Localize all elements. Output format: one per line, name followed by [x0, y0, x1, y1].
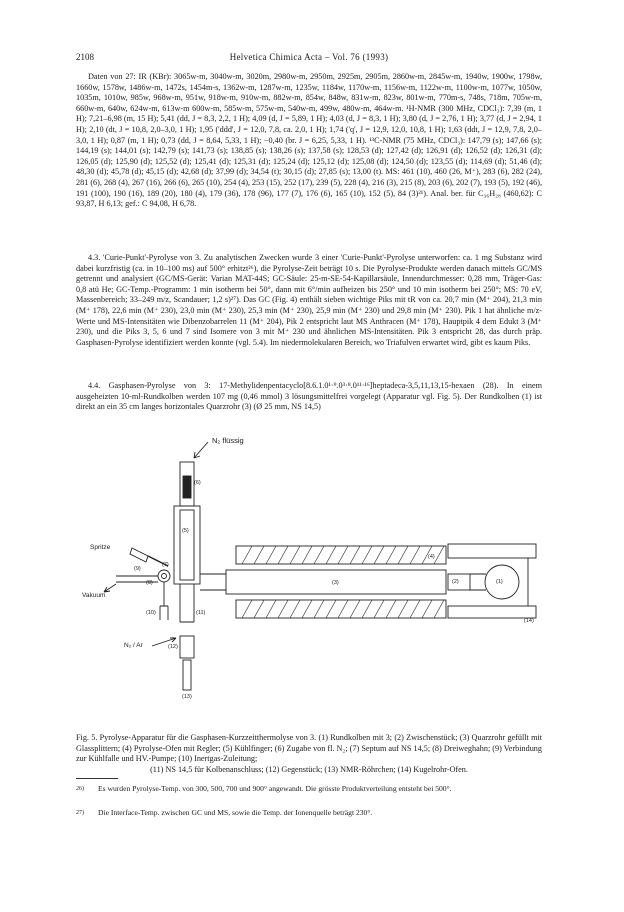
junction-tube	[200, 574, 226, 590]
footnote-text: Es wurden Pyrolyse-Temp. von 300, 500, 700 und 900° angewandt. Die grösste Produktverteilung entsteht bei 500°.	[98, 784, 452, 793]
section-4-3	[76, 253, 542, 348]
label-9: (9)	[134, 566, 141, 572]
paragraph-1: Daten von 27: IR (KBr): 3065w-m, 3040w-m, 3020m, 2980w-m, 2950m, 2925m, 2905m, 2860w-m, 2845w-m, 1940w, 1900w, 1798w, 1660w, 1578w, 1486w-m, 1472s, 1454m-s, 1362w-m, 1287w-m, 1235w, 1184w, 1170w-m, 1156w-m, 1122w-m, 1100w-m, 1077w, 1050w, 1035m, 1010w, 985w, 968w-m, 951w, 918w-m, 910w-m, 882w-m, 854w, 848w, 831w-m, 823w, 801w-m, 770m-s, 748s, 718m, 705w-m, 660w-m, 640w, 624w-m, 613w-m 600w-m, 585w-m, 575w-m, 540w-m, 499w, 480w-m, 464w-m. ¹H-NMR (300 MHz, CDCl₃): 7,39 (m, 1 H); 7,21–6,98 (m, 15 H); 5,41 (dd, J = 8,3, 2,2, 1 H); 4,09 (d, J = 5,89, 1 H); 4,03 (d, J = 8,3, 1 H); 3,80 (d, J = 2,76, 1 H); 3,77 (d, J = 2,94, 1 H); 2,10 (dt, J = 10,8, 2,0–3,0, 1 H); 1,95 ('ddd', J = 12,0, 7,8, ca. 2,0, 1 H); 1,74 ('q', J = 12,9, 12,0, 10,8, 1 H); 1,63 (ddt, J = 12,9, 7,8, 2,0–3,0, 1 H); 0,87 (m, 1 H); 0,73 (dd, J = 8,64, 5,33, 1 H); −0,40 (br. J = 6,25, 5,33, 1 H). ¹³C-NMR (75 MHz, CDCl₃): 147,79 (s); 147,66 (s); 144,19 (s); 144,01 (s); 142,79 (s); 141,73 (s); 138,85 (s); 138,26 (s); 137,58 (s); 128,53 (d); 127,42 (d); 126,91 (d); 126,52 (d); 126,31 (d); 126,05 (d); 125,90 (d); 125,52 (d); 125,41 (d); 125,31 (d); 125,24 (d); 125,12 (d); 125,08 (d); 124,50 (d); 123,55 (d); 114,69 (d); 51,46 (d); 48,30 (d); 45,78 (d); 45,15 (d); 42,68 (d); 37,99 (d); 34,54 (t); 30,15 (d); 27,85 (s); 13,00 (t). MS: 461 (10), 460 (26, M⁺), 283 (6), 282 (24), 281 (6), 268 (4), 267 (16), 266 (6), 265 (10), 254 (4), 253 (15), 252 (17), 239 (5), 228 (4), 216 (3), 215 (8), 203 (6), 202 (7), 193 (5), 192 (46), 191 (100), 190 (16), 189 (20), 180 (4), 179 (36), 178 (96), 177 (7), 176 (6), 165 (10), 152 (5), 84 (3)²¹). Anal. ber. für C₃₆H₂₈ (460,62): C 93,87, H 6,13; gef.: C 94,08, H 6,78.	[76, 72, 542, 209]
footnote-number: 27)	[76, 810, 84, 816]
valve-core	[162, 574, 167, 579]
spectral-data-paragraph	[76, 72, 542, 210]
footnote-26	[76, 784, 542, 794]
inert-gas-line	[160, 582, 168, 620]
label-4: (4)	[428, 554, 435, 560]
figure-5-apparatus	[76, 424, 542, 722]
paragraph-3: 4.4. Gasphasen-Pyrolyse von 3: 17-Methylidenpentacyclo[8.6.1.0¹·⁹.0³·⁸.0¹¹·¹⁶]heptadeca-3,5,11,13,15-hexaen (28). In einem ausgeheizten 10-ml-Rundkolben werden 107 mg (0,46 mmol) 3 lösungsmittelfrei vorgelegt (Apparatur vgl. Fig. 5). Der Rundkolben (1) ist direkt an ein 35 cm langes horizontales Quarzrohr (3) (Ø 25 mm, NS 14,5)	[76, 381, 542, 412]
paragraph-2: 4.3. 'Curie-Punkt'-Pyrolyse von 3. Zu analytischen Zwecken wurde 3 einer 'Curie-Punkt'-Pyrolyse unterworfen: ca. 1 mg Substanz wird dabei kurzfristig (ca. in 10–100 ms) auf 500° erhitzt²⁶), die Pyrolyse-Zeit beträgt 10 s. Die Pyrolyse-Produkte werden danach mittels GC/MS getrennt und analysiert (GC/MS-Gerät: Varian MAT-44S; GC-Säule: 25-m-SE-54-Kapillarsäule, Innendurchmesser: 0,28 mm, Träger-Gas: 0,8 atü He; GC-Temp.-Programm: 1 min isotherm bei 50°, dann mit 6°/min aufheizen bis 250° und 10 min isotherm bei 250°; MS: 70 eV, Massenbereich; 33–249 m/z, Scandauer; 1,2 s)²⁷). Das GC (Fig. 4) enthält sieben wichtige Piks mit tR von ca. 20,7 min (M⁺ 204), 21,3 min (M⁺ 178), 22,6 min (M⁺ 230), 23,0 min (M⁺ 230), 25,3 min (M⁺ 230), 25,9 min (M⁺ 230) und 29,8 min (M⁺ 230). Pik 1 hat ähnliche m/z-Werte und MS-Intensitäten wie Dibenzobarrelen 11 (M⁺ 204), Pik 2 entspricht laut MS Anthracen (M⁺ 178), Hauptpik 4 dem Edukt 3 (M⁺ 230), und die Piks 3, 5, 6 und 7 sind Isomere von 3 mit M⁺ 230 und ähnlichen MS-Intensitäten. Pik 3 entspricht 28, das durch präp. Gasphasen-Pyrolyse identifiziert werden konnte (vgl. 5.4). Im niedermolekularen Bereich, wo Triafulven erwartet wird, gibt es kaum Piks.	[76, 253, 542, 347]
footnote-text: Die Interface-Temp. zwischen GC und MS, sowie die Temp. der Ionenquelle beträgt 230°.	[98, 808, 373, 817]
syringe-body	[130, 548, 148, 562]
section-4-4	[76, 381, 542, 413]
label-11: (11)	[196, 610, 206, 616]
label-3: (3)	[332, 580, 339, 586]
label-14: (14)	[524, 618, 534, 624]
label-2: (2)	[452, 579, 459, 585]
label-syringe: Spritze	[90, 544, 111, 551]
label-12: (12)	[168, 644, 178, 650]
flask-joint	[180, 584, 194, 622]
coldfinger-body	[174, 506, 200, 584]
label-7: (7)	[162, 562, 169, 568]
label-8: (8)	[146, 580, 153, 586]
caption-line-1: Fig. 5. Pyrolyse-Apparatur für die Gasphasen-Kurzzeitthermolyse von 3. (1) Rundkolben mit 3; (2) Zwischenstück; (3) Quarzrohr gefüllt mit Glassplittern; (4) Pyrolyse-Ofen mit Regler; (5) Kühlfinger; (6) Zugabe von fl. N₂; (7) Septum auf NS 14,5; (8) Dreiweghahn; (9) Verbindung zur Kühlfalle und HV.-Pumpe; (10) Inertgas-Zuleitung;	[76, 733, 542, 764]
furnace-bottom-hatch	[242, 600, 444, 618]
label-13: (13)	[182, 694, 192, 700]
furnace-top-hatch	[242, 546, 444, 564]
vacuum-arrow	[104, 584, 116, 592]
n2-arrow	[194, 442, 208, 458]
figure-caption	[76, 733, 542, 775]
kugelrohr-top	[448, 544, 536, 558]
coldfinger-fill	[183, 476, 191, 498]
label-n2-liquid: N₂ flüssig	[212, 436, 244, 445]
footnote-27	[76, 808, 542, 818]
three-way-valve	[158, 570, 170, 582]
label-6: (6)	[194, 480, 201, 486]
footnote-number: 26)	[76, 786, 84, 792]
page-number: 2108	[76, 52, 94, 62]
apparatus-drawing	[76, 424, 542, 722]
footnote-rule	[76, 778, 118, 779]
running-header	[76, 52, 542, 66]
coldfinger-inner	[180, 510, 194, 580]
nmr-tube	[183, 660, 191, 690]
label-1: (1)	[496, 579, 503, 585]
connector-tube	[470, 574, 486, 590]
journal-title: Helvetica Chimica Acta – Vol. 76 (1993)	[229, 52, 389, 62]
caption-line-2: (11) NS 14,5 für Kolbenanschluss; (12) Gegenstück; (13) NMR-Röhrchen; (14) Kugelrohr-Ofen.	[150, 764, 468, 774]
label-vacuum: Vakuum	[82, 592, 106, 599]
label-5: (5)	[182, 528, 189, 534]
label-10: (10)	[146, 610, 156, 616]
counterpart-piece	[180, 636, 194, 658]
label-n2-ar: N₂ / Ar	[124, 642, 143, 649]
kugelrohr-bottom	[448, 606, 536, 618]
